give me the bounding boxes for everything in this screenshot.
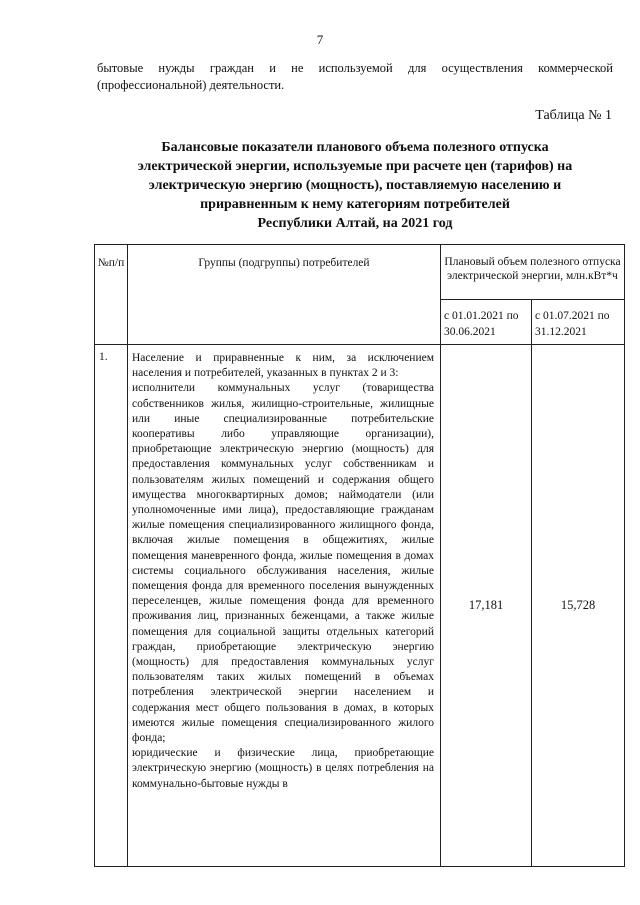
header-period-2: с 01.07.2021 по 31.12.2021 xyxy=(532,300,625,345)
table-heading xyxy=(97,138,613,233)
heading-line: электрическую энергию (мощность), поставляемую населению и xyxy=(148,178,562,193)
row-number: 1. xyxy=(95,345,128,867)
row-paragraph: Население и приравненные к ним, за исключением населения и потребителей, указанных в пунктах 2 и 3: xyxy=(132,352,434,380)
row-paragraph: исполнители коммунальных услуг (товарищества собственников жилья, жилищно-строительные, жилищные или иные специализированные потребительские кооперативы либо управляющие организации), приобретающие электрическую энергию (мощность) для предоставления коммунальных услуг собственникам и пользователям жилых помещений и содержания общего имущества многоквартирных домов; наймодатели (или уполномоченные ими лица), предоставляющие гражданам жилые помещения специализированного жилищного фонда, включая жилые помещения в общежитиях, жилые помещения маневренного фонда, жилые помещения в домах системы социального обслуживания населения, жилые помещения фонда для временного поселения вынужденных переселенцев, жилые помещения фонда для временного проживания лиц, признанных беженцами, а также жилые помещения для социальной защиты отдельных категорий граждан, приобретающие электрическую энергию (мощность) для предоставления коммунальных услуг пользователям таких жилых помещений в объемах потребления электрической энергии населением и содержания мест общего пользования в домах, в которых имеются жилые помещения специализированного жилого фонда; xyxy=(132,382,434,745)
table-header-row xyxy=(95,245,625,300)
row-paragraph: юридические и физические лица, приобретающие электрическую энергию (мощность) в целях потребления на коммунально-бытовые нужды в xyxy=(132,747,434,790)
row-group-cell xyxy=(128,345,441,867)
table-row xyxy=(95,345,625,867)
intro-paragraph: бытовые нужды граждан и не используемой для осуществления коммерческой (профессиональной) деятельности. xyxy=(97,61,613,92)
heading-line: приравненным к нему категориям потребителей xyxy=(200,197,510,212)
heading-line: Балансовые показатели планового объема полезного отпуска xyxy=(161,140,549,155)
row-value-period-1: 17,181 xyxy=(441,345,532,867)
heading-line: Республики Алтай, на 2021 год xyxy=(257,216,453,231)
table-label: Таблица № 1 xyxy=(535,108,612,123)
header-number: №п/п xyxy=(95,245,128,345)
heading-line: электрической энергии, используемые при расчете цен (тарифов) на xyxy=(137,159,573,174)
header-group: Группы (подгруппы) потребителей xyxy=(128,245,441,345)
balance-table xyxy=(94,244,625,867)
header-volume: Плановый объем полезного отпуска электрической энергии, млн.кВт*ч xyxy=(441,245,625,300)
row-value-period-2: 15,728 xyxy=(532,345,625,867)
row-group-text xyxy=(128,345,440,866)
header-period-1: с 01.01.2021 по 30.06.2021 xyxy=(441,300,532,345)
page-number: 7 xyxy=(316,32,324,47)
